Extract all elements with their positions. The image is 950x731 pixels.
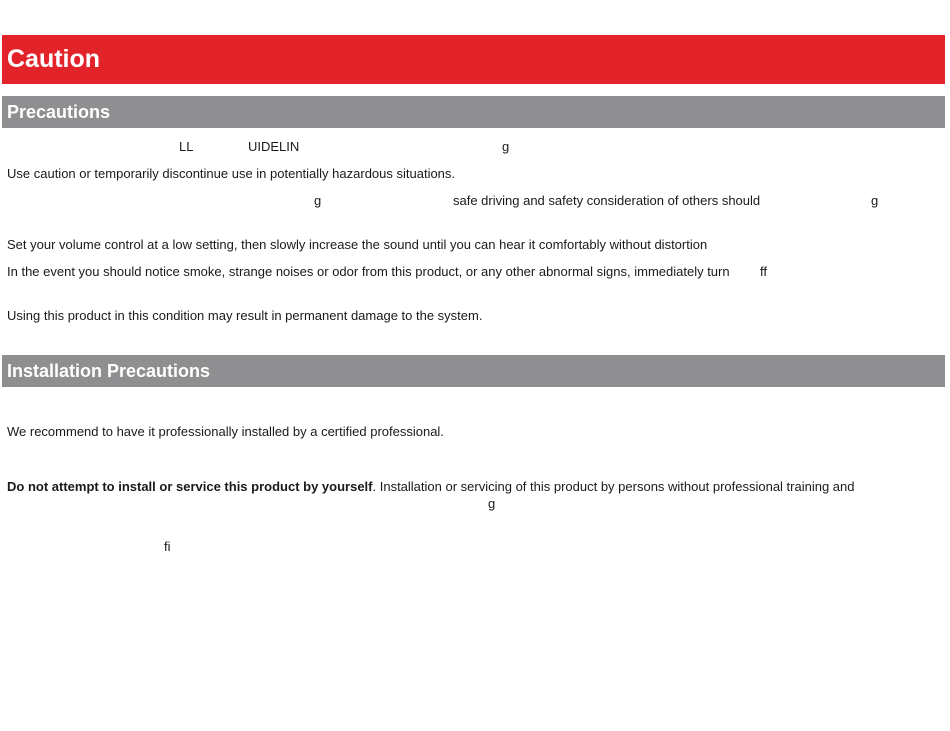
precaution-damage-text: Using this product in this condition may result in permanent damage to the system.	[7, 308, 483, 323]
precaution-smoke-text: In the event you should notice smoke, strange noises or odor from this product, or any other abnormal signs, immediately turn	[7, 264, 730, 279]
installation-fragment-1: g	[488, 496, 496, 511]
installation-warning-rest: . Installation or servicing of this product by persons without professional training and	[372, 479, 855, 494]
precautions-fragment-2: UIDELIN	[248, 139, 300, 154]
precautions-title: Precautions	[7, 101, 111, 122]
installation-title: Installation Precautions	[7, 360, 211, 381]
precaution-volume-text: Set your volume control at a low setting, then slowly increase the sound until you can hear it comfortably without distortion	[7, 237, 708, 252]
precautions-header	[2, 96, 945, 128]
installation-warning-text	[7, 479, 854, 495]
precautions-fragment-5: g	[871, 193, 879, 208]
caution-banner	[2, 35, 945, 84]
precautions-fragment-3: g	[502, 139, 510, 154]
installation-header	[2, 355, 945, 387]
precaution-caution-text: Use caution or temporarily discontinue use in potentially hazardous situations.	[7, 166, 456, 181]
installation-recommend-text: We recommend to have it professionally installed by a certified professional.	[7, 424, 444, 439]
installation-fragment-2: fi	[164, 539, 171, 554]
installation-warning-bold: Do not attempt to install or service this product by yourself	[7, 479, 373, 494]
precautions-fragment-1: LL	[179, 139, 194, 154]
precaution-safe-driving-text: safe driving and safety consideration of others should	[453, 193, 761, 208]
precautions-fragment-6: ff	[760, 264, 767, 279]
precautions-fragment-4: g	[314, 193, 322, 208]
caution-title: Caution	[7, 45, 101, 73]
